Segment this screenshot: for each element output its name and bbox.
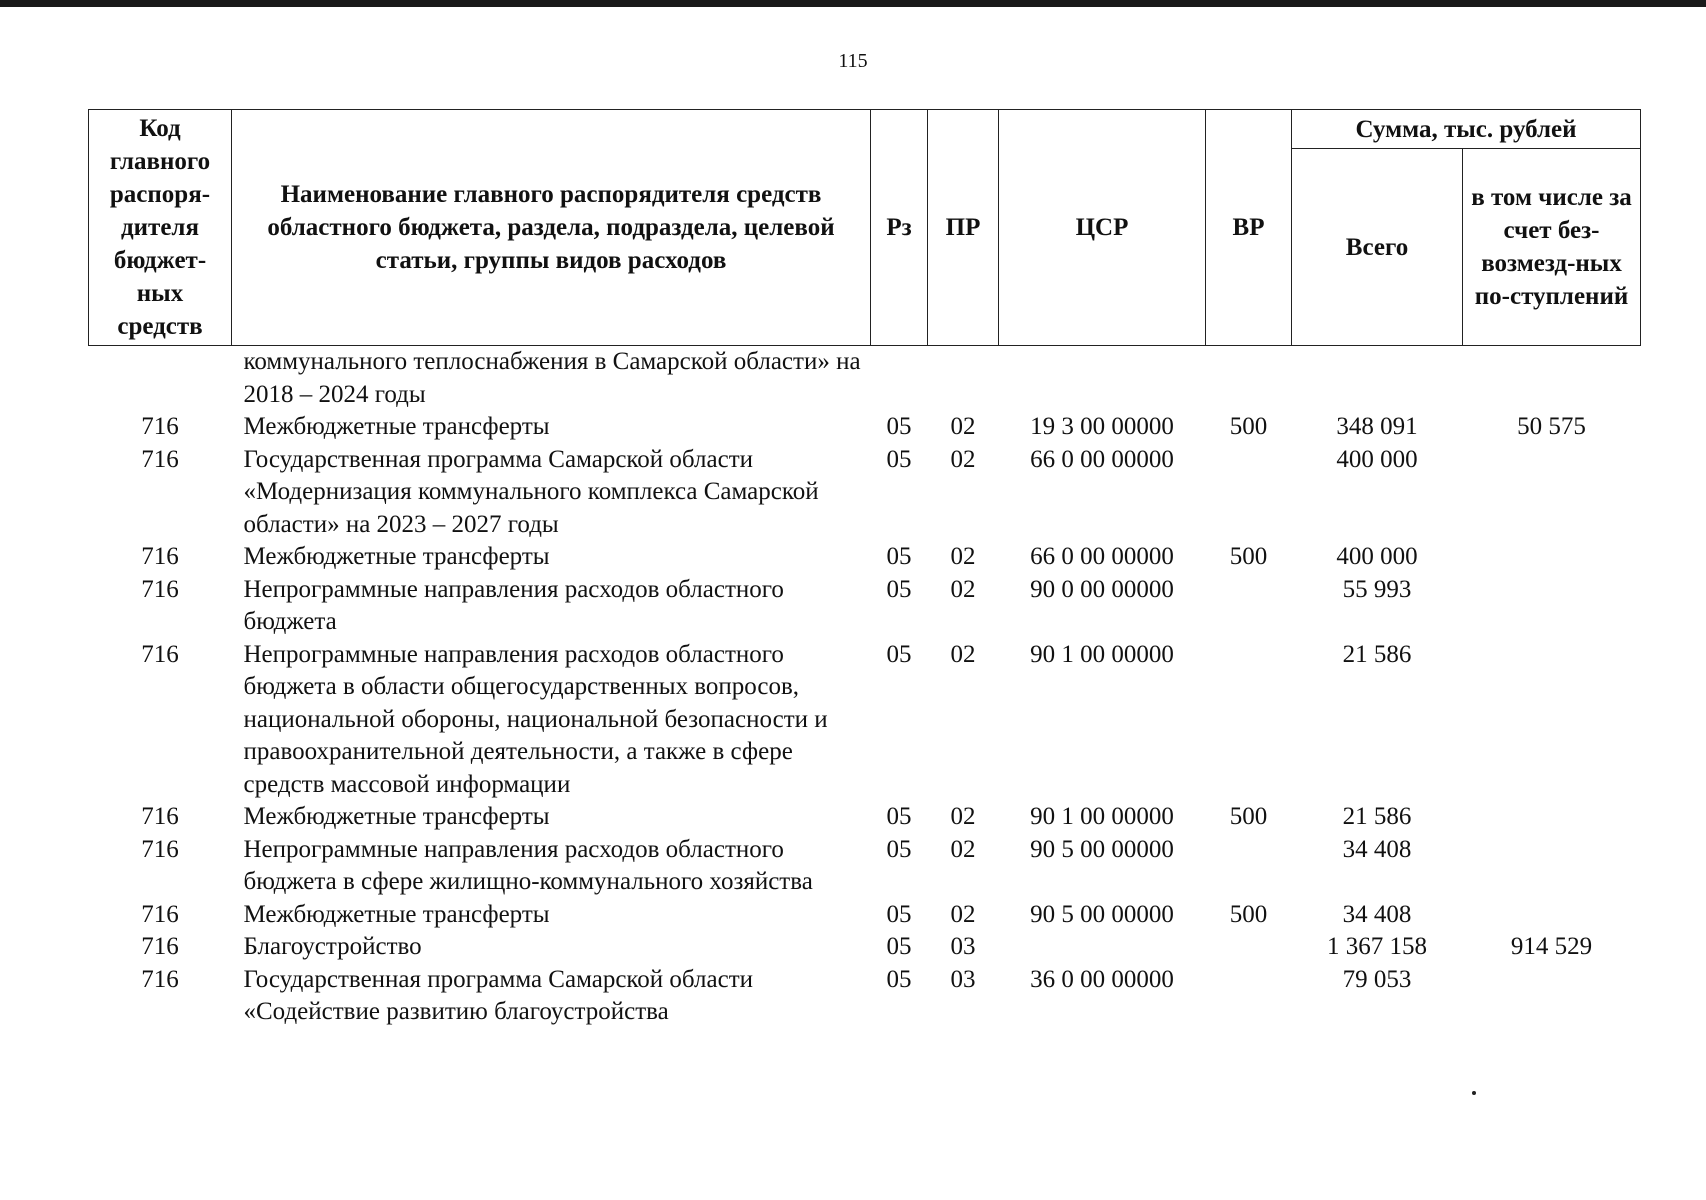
cell-code: 716 [141,543,179,570]
cell-pr: 02 [950,835,976,863]
cell-total: 79 053 [1342,965,1412,993]
cell-rz [871,346,928,412]
table-body [89,346,1641,1029]
cell-free [1463,834,1641,899]
cell-csr: 19 3 00 00000 [1030,413,1174,440]
scan-top-edge [0,0,1706,7]
cell-rz: 05 [886,835,912,863]
cell-csr: 90 1 00 00000 [1030,803,1174,830]
header-rz: Рз [871,110,928,346]
cell-vr: 500 [1229,413,1268,440]
header-total: Всего [1292,149,1463,346]
header-code: Код главного распоря-дителя бюджет-ных средств [89,110,232,346]
table-row [89,801,1641,834]
cell-total: 1 367 158 [1327,933,1427,960]
cell-rz: 05 [886,965,912,993]
cell-total: 348 091 [1336,413,1418,440]
cell-csr: 66 0 00 00000 [1030,445,1174,473]
header-pr: ПР [928,110,999,346]
cell-code: 716 [141,803,179,830]
table-row [89,541,1641,574]
cell-vr [1206,931,1292,964]
scan-speck [1472,1091,1476,1095]
cell-vr: 500 [1229,900,1268,928]
cell-vr [1206,574,1292,639]
table-row [89,834,1641,899]
cell-vr [1206,346,1292,412]
cell-rz: 05 [886,900,912,928]
cell-code: 716 [141,933,179,960]
cell-csr [999,346,1206,412]
cell-free: 50 575 [1517,413,1586,440]
cell-free [1463,541,1641,574]
cell-rz: 05 [886,803,912,830]
cell-pr: 02 [950,575,976,603]
cell-csr: 90 0 00 00000 [1030,575,1174,603]
cell-name: коммунального теплоснабжения в Самарской области» на 2018 – 2024 годы [243,348,861,408]
cell-code: 716 [141,445,179,473]
cell-name: Межбюджетные трансферты [243,543,550,570]
cell-total: 400 000 [1336,445,1418,473]
cell-code: 716 [141,965,179,993]
cell-rz: 05 [886,413,912,440]
cell-free: 914 529 [1510,933,1593,960]
budget-table [88,109,1641,1029]
cell-code: 716 [141,640,179,668]
table-row [89,574,1641,639]
cell-free [1463,801,1641,834]
cell-name: Государственная программа Самарской области «Модернизация коммунального комплекса Самарской области» на 2023 – 2027 годы [243,445,819,538]
cell-total [1292,346,1463,412]
table-row [89,964,1641,1029]
cell-csr: 36 0 00 00000 [1030,965,1174,993]
table-row [89,411,1641,444]
cell-vr: 500 [1229,543,1268,570]
cell-free [1463,899,1641,932]
cell-code: 716 [141,900,179,928]
cell-total: 34 408 [1342,835,1412,863]
cell-csr: 66 0 00 00000 [1030,543,1174,570]
cell-csr [999,931,1206,964]
cell-pr: 02 [950,803,976,830]
table-row [89,444,1641,542]
cell-free [1463,639,1641,802]
cell-free [1463,444,1641,542]
cell-vr [1206,964,1292,1029]
cell-csr: 90 5 00 00000 [1030,835,1174,863]
cell-vr: 500 [1229,803,1268,830]
cell-code [89,346,232,412]
cell-pr: 02 [950,900,976,928]
cell-name: Непрограммные направления расходов областного бюджета [243,575,784,635]
table-row [89,899,1641,932]
cell-free [1463,346,1641,412]
cell-rz: 05 [886,543,912,570]
cell-free [1463,574,1641,639]
cell-csr: 90 5 00 00000 [1030,900,1174,928]
cell-rz: 05 [886,575,912,603]
header-vr: ВР [1206,110,1292,346]
cell-pr: 03 [950,965,976,993]
cell-name: Межбюджетные трансферты [243,803,550,830]
table-row [89,639,1641,802]
cell-name: Непрограммные направления расходов областного бюджета в области общегосударственных вопросов, национальной обороны, национальной безопасности и правоохранительной деятельности, а также в сфере средств массовой информации [243,640,828,798]
cell-total: 21 586 [1342,640,1412,668]
header-csr: ЦСР [999,110,1206,346]
header-free: в том числе за счет без-возмезд-ных по-ступлений [1463,149,1641,346]
cell-code: 716 [141,575,179,603]
header-sum-group: Сумма, тыс. рублей [1292,110,1641,149]
cell-pr: 02 [950,413,976,440]
cell-name: Непрограммные направления расходов областного бюджета в сфере жилищно-коммунального хозяйства [243,835,813,895]
cell-total: 34 408 [1342,900,1412,928]
cell-name: Государственная программа Самарской области «Содействие развитию благоустройства [243,965,753,1025]
cell-pr: 02 [950,543,976,570]
table-header [89,110,1641,346]
header-name: Наименование главного распорядителя средств областного бюджета, раздела, подраздела, целевой статьи, группы видов расходов [232,110,871,346]
cell-code: 716 [141,835,179,863]
cell-rz: 05 [886,933,912,960]
cell-rz: 05 [886,640,912,668]
cell-rz: 05 [886,445,912,473]
budget-table-container [88,109,1640,1029]
cell-free [1463,964,1641,1029]
cell-total: 400 000 [1336,543,1418,570]
cell-code: 716 [141,413,179,440]
cell-name: Благоустройство [243,933,422,960]
cell-total: 55 993 [1342,575,1412,603]
cell-vr [1206,639,1292,802]
cell-total: 21 586 [1342,803,1412,830]
cell-pr [928,346,999,412]
table-row [89,931,1641,964]
cell-pr: 03 [950,933,976,960]
cell-pr: 02 [950,445,976,473]
cell-pr: 02 [950,640,976,668]
cell-vr [1206,444,1292,542]
cell-csr: 90 1 00 00000 [1030,640,1174,668]
page-number: 115 [838,50,868,72]
table-row [89,346,1641,412]
cell-vr [1206,834,1292,899]
cell-name: Межбюджетные трансферты [243,900,550,928]
cell-name: Межбюджетные трансферты [243,413,550,440]
